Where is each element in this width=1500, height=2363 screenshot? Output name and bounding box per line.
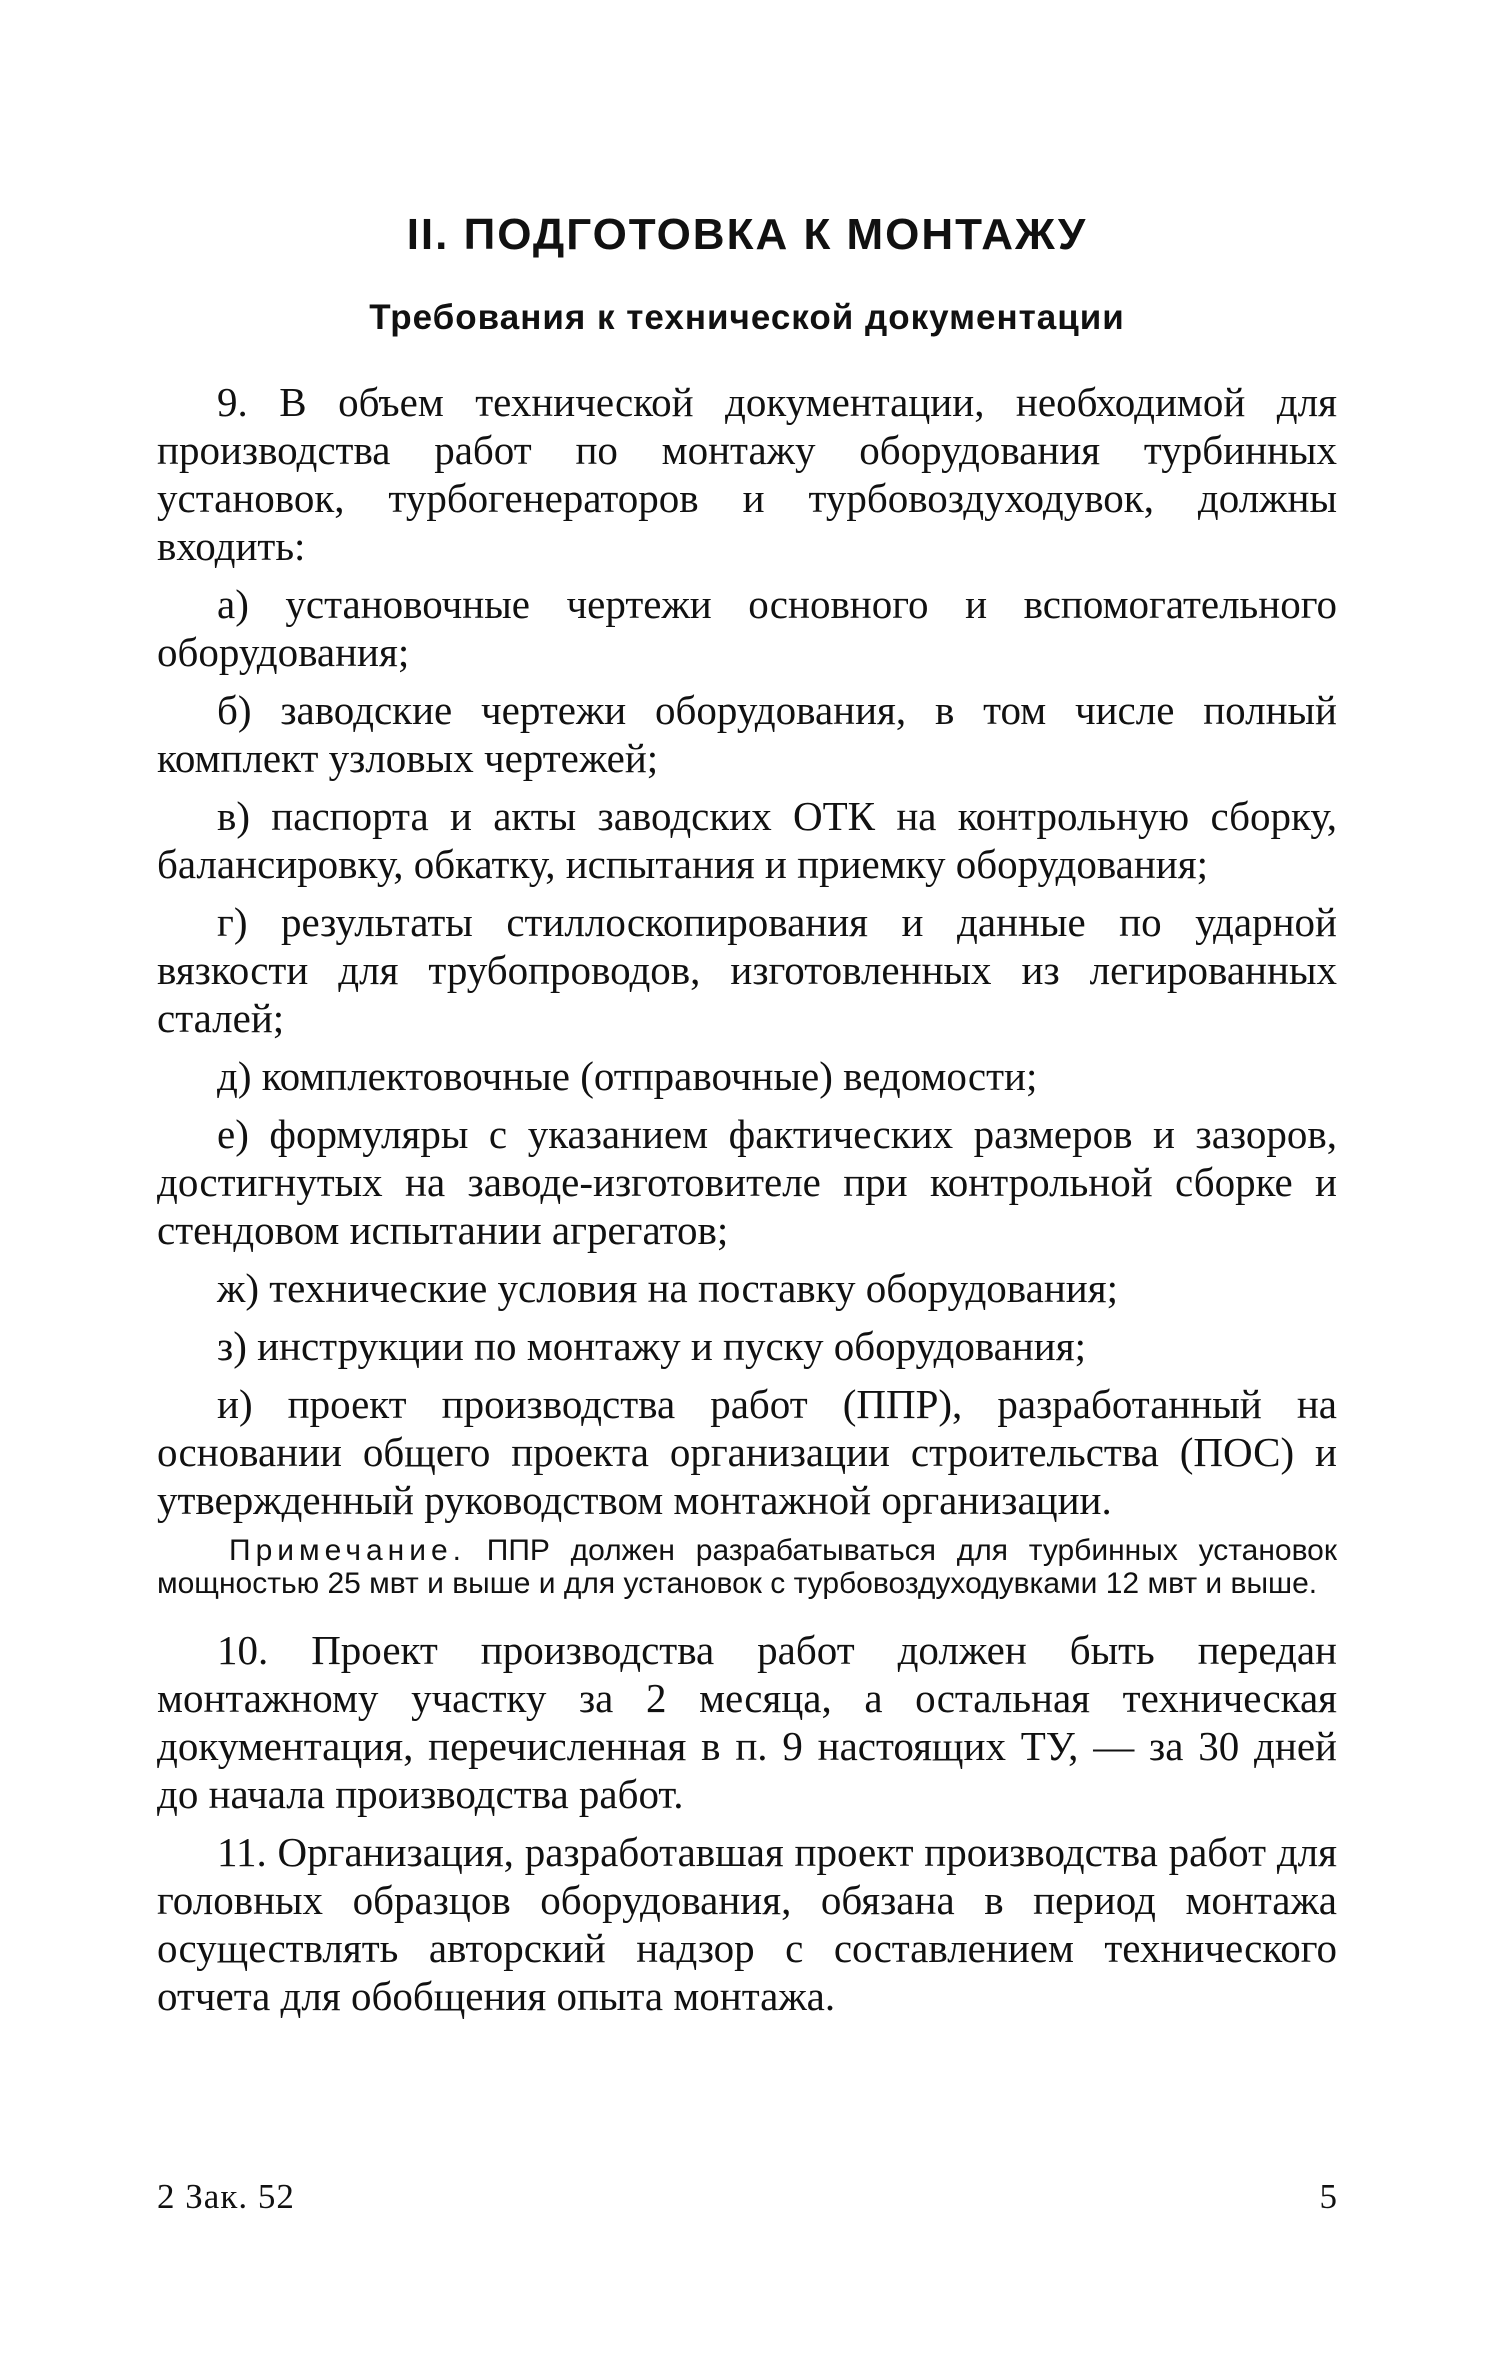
list-item-a: а) установочные чертежи основного и вспомогательного оборудования; [157,581,1337,675]
page-number: 5 [1319,2177,1337,2216]
document-body [157,378,1337,2030]
subsection-title: Требования к технической документации [369,298,1125,337]
note-label: Примечание. [229,1534,466,1567]
paragraph-11: 11. Организация, разработавшая проект производства работ для головных образцов оборудования, обязана в период монтажа осуществлять авторский надзор с составлением технического отчета для обобщения опыта монтажа. [157,1829,1337,2019]
note [157,1534,1337,1600]
list-item-v: в) паспорта и акты заводских ОТК на контрольную сборку, балансировку, обкатку, испытания и приемку оборудования; [157,793,1337,887]
print-order-mark: 2 Зак. 52 [157,2177,295,2216]
list-item-zh: ж) технические условия на поставку оборудования; [217,1265,1118,1311]
section-title: II. ПОДГОТОВКА К МОНТАЖУ [406,210,1088,259]
document-page [157,0,1337,2363]
list-item-i: и) проект производства работ (ППР), разработанный на основании общего проекта организации строительства (ПОС) и утвержденный руководством монтажной организации. [157,1381,1337,1523]
list-item-b: б) заводские чертежи оборудования, в том числе полный комплект узловых чертежей; [157,687,1337,781]
list-item-g: г) результаты стиллоскопирования и данные по ударной вязкости для трубопроводов, изготовленных из легированных сталей; [157,899,1337,1041]
list-item-d: д) комплектовочные (отправочные) ведомости; [217,1053,1038,1099]
list-item-z: з) инструкции по монтажу и пуску оборудования; [217,1323,1086,1369]
paragraph-10: 10. Проект производства работ должен быть передан монтажному участку за 2 месяца, а остальная техническая документация, перечисленная в п. 9 настоящих ТУ, — за 30 дней до начала производства работ. [157,1627,1337,1817]
list-item-e: е) формуляры с указанием фактических размеров и зазоров, достигнутых на заводе-изготовителе при контрольной сборке и стендовом испытании агрегатов; [157,1111,1337,1253]
paragraph-9: 9. В объем технической документации, необходимой для производства работ по монтажу оборудования турбинных установок, турбогенераторов и турбовоздуходувок, должны входить: [157,379,1337,569]
note-text: ППР должен разрабатываться для турбинных установок мощностью 25 мвт и выше и для установок с турбовоздуходувками 12 мвт и выше. [157,1534,1337,1600]
